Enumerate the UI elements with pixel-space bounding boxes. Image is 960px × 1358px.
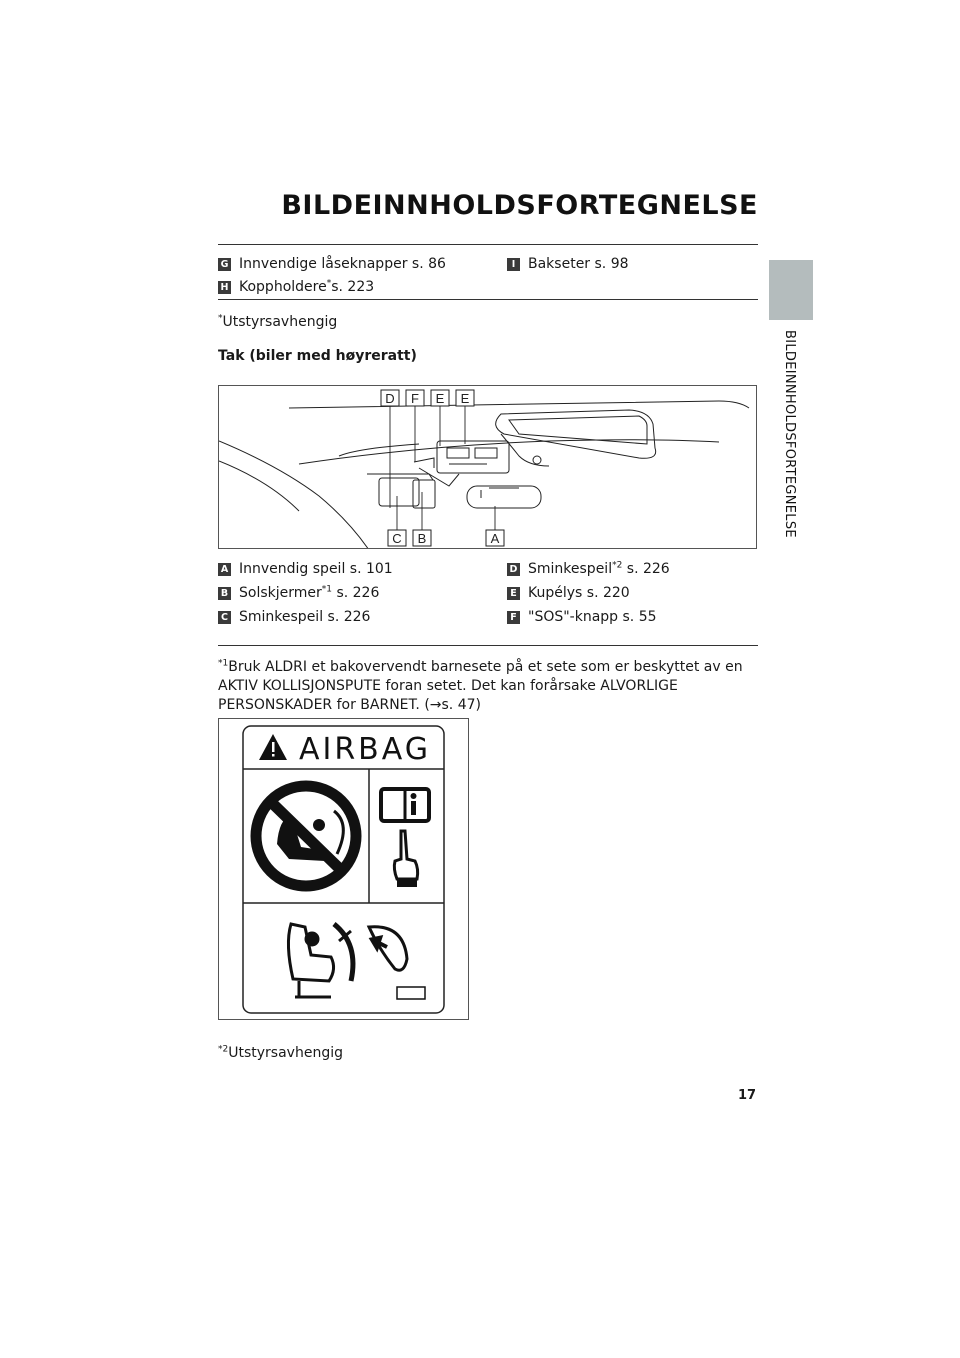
callout-b: B — [417, 531, 427, 546]
page-title: BILDEINNHOLDSFORTEGNELSE — [281, 190, 758, 221]
legend-item-d-text: Sminkespeil$^{*2}$ s. 226 — [528, 560, 670, 577]
footnote-1: *Utstyrsavhengig — [218, 313, 338, 330]
footnote-2: $^{*2}$Utstyrsavhengig — [218, 1044, 343, 1061]
item-g-text: Innvendige låseknapper s. 86 — [239, 256, 446, 272]
item-i-text: Bakseter s. 98 — [528, 256, 629, 272]
no-rear-facing-seat-icon — [256, 786, 356, 886]
legend-item-c — [218, 609, 370, 625]
section-tab — [769, 260, 813, 320]
legend-item-d — [507, 561, 670, 577]
legend-item-b-text: Solskjermer$^{*1}$ s. 226 — [239, 584, 380, 601]
badge-g: G — [218, 258, 231, 271]
mid-rule — [218, 299, 758, 300]
item-h-text: Koppholdere*s. 223 — [239, 278, 375, 295]
callout-e-2: E — [460, 391, 470, 406]
manual-book-icon — [381, 789, 429, 821]
side-section-label: BILDEINNHOLDSFORTEGNELSE — [782, 330, 797, 538]
roof-figure — [218, 385, 757, 549]
airbag-warning-label — [218, 718, 469, 1020]
badge-c: C — [218, 611, 231, 624]
legend-item-b — [218, 585, 379, 601]
item-g — [218, 256, 446, 272]
legend-item-f-text: "SOS"-knapp s. 55 — [528, 609, 657, 625]
legend-item-e-text: Kupélys s. 220 — [528, 585, 630, 601]
callout-c: C — [392, 531, 402, 546]
callout-f: F — [411, 391, 419, 406]
blank-label-box — [397, 987, 425, 999]
legend-item-a — [218, 561, 393, 577]
badge-i: I — [507, 258, 520, 271]
badge-a: A — [218, 563, 231, 576]
warning-triangle-icon — [259, 734, 287, 760]
legend-item-f — [507, 609, 657, 625]
section-heading: Tak (biler med høyreratt) — [218, 348, 417, 364]
badge-d: D — [507, 563, 520, 576]
callout-a: A — [490, 531, 500, 546]
page-number: 17 — [738, 1088, 757, 1103]
top-rule — [218, 244, 758, 245]
roof-illustration — [219, 386, 757, 549]
callout-d: D — [385, 391, 395, 406]
badge-f: F — [507, 611, 520, 624]
legend-item-e — [507, 585, 630, 601]
item-h — [218, 279, 374, 295]
legend-item-c-text: Sminkespeil s. 226 — [239, 609, 371, 625]
airbag-label-illustration — [219, 719, 468, 1019]
warning-text: $^{*1}$Bruk ALDRI et bakovervendt barnesete på et sete som er beskyttet av en AKTIV KOLLISJONSPUTE foran setet. Det kan forårsake ALVORLIGE PERSONSKADER for BARNET. (→s. 47) — [218, 658, 743, 713]
badge-b: B — [218, 587, 231, 600]
pointing-hand-icon — [394, 831, 417, 887]
legend-item-a-text: Innvendig speil s. 101 — [239, 561, 393, 577]
airbag-label-title: AIRBAG — [298, 732, 432, 767]
legend-rule — [218, 645, 758, 646]
badge-h: H — [218, 281, 231, 294]
airbag-deploy-icon — [288, 924, 407, 997]
item-i — [507, 256, 629, 272]
callout-e-1: E — [435, 391, 445, 406]
badge-e: E — [507, 587, 520, 600]
